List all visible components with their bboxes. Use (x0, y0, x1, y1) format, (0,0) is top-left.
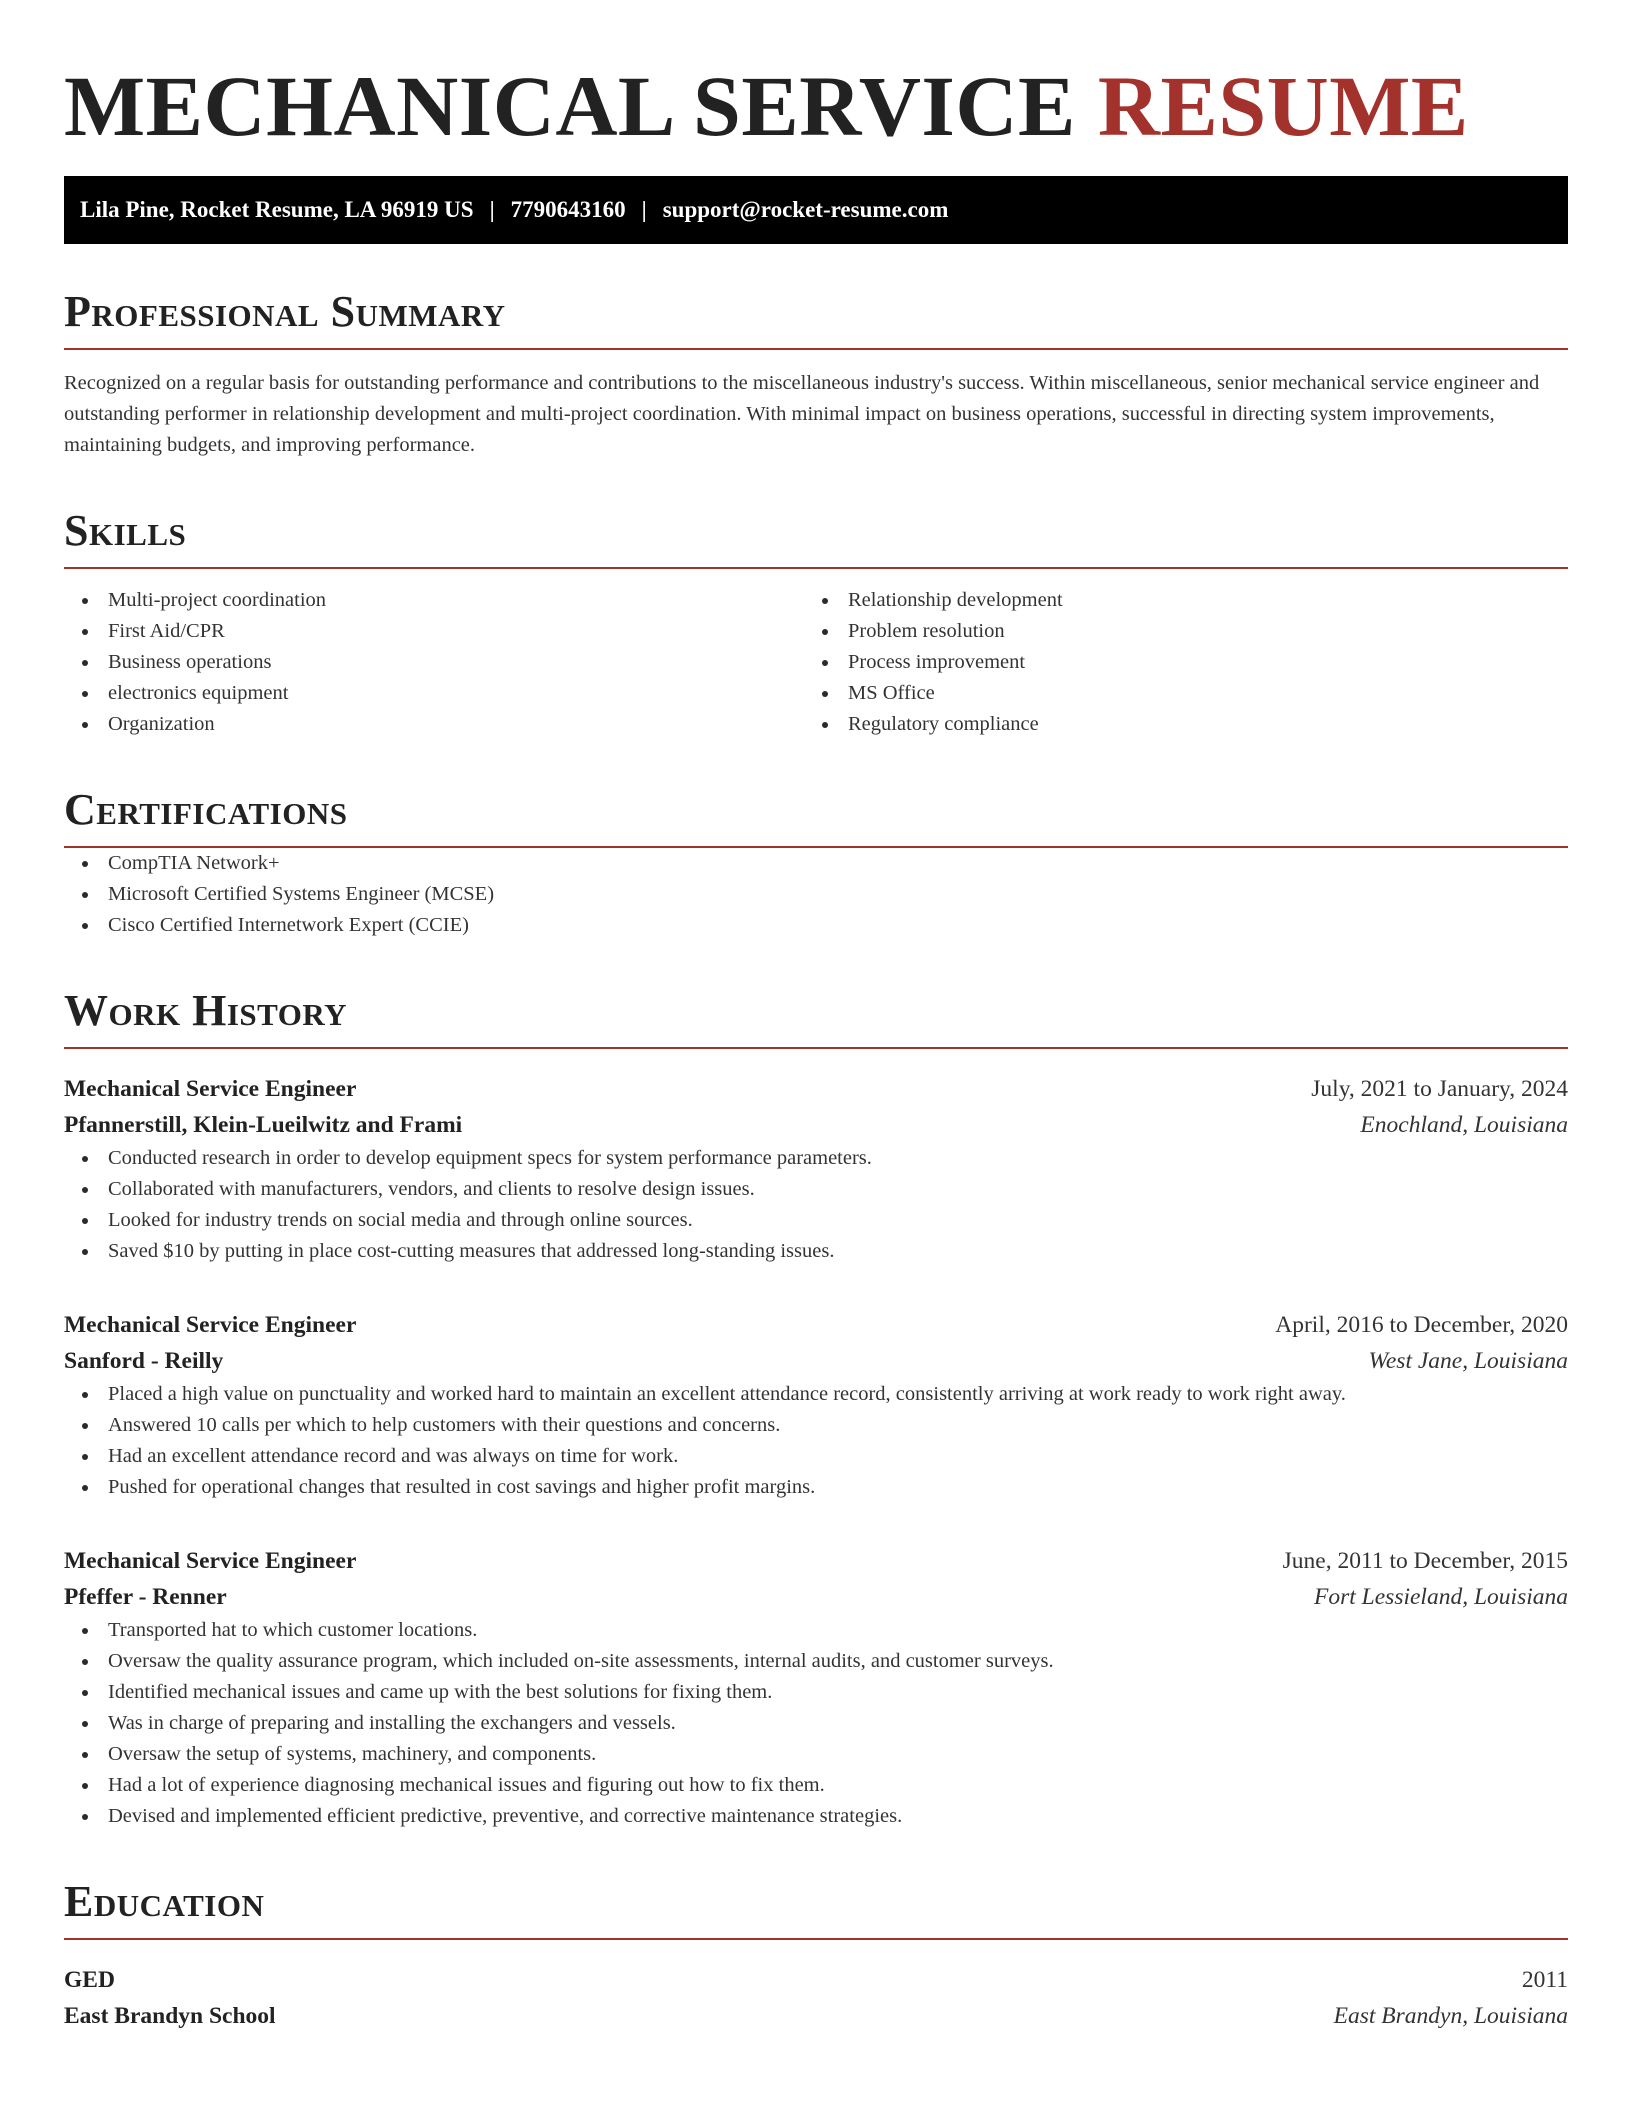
job-company-row (64, 1343, 1568, 1379)
job-company: Pfannerstill, Klein-Lueilwitz and Frami (64, 1112, 463, 1138)
contact-separator: | (641, 197, 647, 222)
job-bullet: Collaborated with manufacturers, vendors, and clients to resolve design issues. (64, 1174, 1568, 1205)
job-title: Mechanical Service Engineer (64, 1548, 357, 1574)
job-entry (64, 1543, 1568, 1832)
job-header-row (64, 1071, 1568, 1107)
job-bullet: Was in charge of preparing and installing the exchangers and vessels. (64, 1708, 1568, 1739)
summary-text: Recognized on a regular basis for outstanding performance and contributions to the miscellaneous industry's success. Within miscellaneous, senior mechanical service engineer and outstanding performer in relationship development and multi-project coordination. With minimal impact on business operations, successful in directing system improvements, maintaining budgets, and improving performance. (64, 372, 1540, 456)
skills-section (64, 507, 1568, 740)
job-dates: June, 2011 to December, 2015 (1282, 1548, 1568, 1574)
contact-phone[interactable]: 7790643160 (510, 197, 626, 222)
job-header-row (64, 1543, 1568, 1579)
contact-bar (64, 176, 1568, 244)
job-bullet: Oversaw the quality assurance program, which included on-site assessments, internal audits, and customer surveys. (64, 1646, 1568, 1677)
education-school: East Brandyn School (64, 2003, 276, 2029)
job-company: Pfeffer - Renner (64, 1584, 227, 1610)
section-heading: Professional Summary (64, 287, 506, 336)
job-entry (64, 1307, 1568, 1503)
job-bullet: Placed a high value on punctuality and worked hard to maintain an excellent attendance record, consistently arriving at work ready to work right away. (64, 1379, 1568, 1410)
job-location: Fort Lessieland, Louisiana (1314, 1584, 1568, 1610)
section-divider (64, 348, 1568, 350)
job-dates: July, 2021 to January, 2024 (1311, 1076, 1568, 1102)
title-accent: RESUME (1097, 58, 1469, 154)
section-heading: Education (64, 1877, 265, 1926)
job-bullet: Devised and implemented efficient predictive, preventive, and corrective maintenance strategies. (64, 1801, 1568, 1832)
job-bullets (64, 1379, 1568, 1503)
section-divider (64, 1047, 1568, 1049)
skills-list-left (64, 585, 804, 740)
summary-section (64, 288, 1568, 461)
skill-item: Business operations (64, 647, 804, 678)
section-heading: Skills (64, 506, 187, 555)
job-location: Enochland, Louisiana (1360, 1112, 1568, 1138)
skill-item: Problem resolution (804, 616, 1544, 647)
job-title: Mechanical Service Engineer (64, 1076, 357, 1102)
contact-separator: | (489, 197, 495, 222)
job-bullet: Oversaw the setup of systems, machinery, and components. (64, 1739, 1568, 1770)
job-company: Sanford - Reilly (64, 1348, 224, 1374)
job-bullet: Conducted research in order to develop equipment specs for system performance parameters. (64, 1143, 1568, 1174)
skill-item: Multi-project coordination (64, 585, 804, 616)
certifications-section (64, 786, 1568, 941)
education-section (64, 1878, 1568, 2034)
education-entry (64, 1962, 1568, 2034)
skills-grid (64, 585, 1568, 740)
section-heading: Certifications (64, 785, 348, 834)
job-dates: April, 2016 to December, 2020 (1275, 1312, 1568, 1338)
education-degree: GED (64, 1967, 115, 1993)
job-location: West Jane, Louisiana (1368, 1348, 1568, 1374)
skills-list-right (804, 585, 1544, 740)
job-bullet: Transported hat to which customer locations. (64, 1615, 1568, 1646)
certification-item: Cisco Certified Internetwork Expert (CCIE) (64, 910, 1568, 941)
skill-item: Organization (64, 709, 804, 740)
section-divider (64, 1938, 1568, 1940)
education-school-row (64, 1998, 1568, 2034)
section-heading: Work History (64, 986, 348, 1035)
certification-item: CompTIA Network+ (64, 848, 1568, 879)
contact-email[interactable]: support@rocket-resume.com (662, 197, 949, 222)
education-degree-row (64, 1962, 1568, 1998)
certification-item: Microsoft Certified Systems Engineer (MCSE) (64, 879, 1568, 910)
job-bullet: Had an excellent attendance record and was always on time for work. (64, 1441, 1568, 1472)
skill-item: Process improvement (804, 647, 1544, 678)
job-bullet: Pushed for operational changes that resulted in cost savings and higher profit margins. (64, 1472, 1568, 1503)
job-company-row (64, 1579, 1568, 1615)
job-entry (64, 1071, 1568, 1267)
job-bullet: Looked for industry trends on social media and through online sources. (64, 1205, 1568, 1236)
certifications-list (64, 848, 1568, 941)
skill-item: Relationship development (804, 585, 1544, 616)
education-year: 2011 (1521, 1967, 1568, 1993)
job-bullet: Answered 10 calls per which to help customers with their questions and concerns. (64, 1410, 1568, 1441)
contact-address: Lila Pine, Rocket Resume, LA 96919 US (80, 197, 474, 222)
job-bullet: Had a lot of experience diagnosing mechanical issues and figuring out how to fix them. (64, 1770, 1568, 1801)
job-header-row (64, 1307, 1568, 1343)
skill-item: MS Office (804, 678, 1544, 709)
skill-item: Regulatory compliance (804, 709, 1544, 740)
education-location: East Brandyn, Louisiana (1333, 2003, 1568, 2029)
job-title: Mechanical Service Engineer (64, 1312, 357, 1338)
skill-item: electronics equipment (64, 678, 804, 709)
job-company-row (64, 1107, 1568, 1143)
title-main: MECHANICAL SERVICE (64, 58, 1076, 154)
job-bullet: Identified mechanical issues and came up with the best solutions for fixing them. (64, 1677, 1568, 1708)
resume-title (64, 56, 1568, 156)
skill-item: First Aid/CPR (64, 616, 804, 647)
section-divider (64, 567, 1568, 569)
work-history-section (64, 987, 1568, 1832)
job-bullets (64, 1615, 1568, 1832)
job-bullets (64, 1143, 1568, 1267)
job-bullet: Saved $10 by putting in place cost-cutting measures that addressed long-standing issues. (64, 1236, 1568, 1267)
